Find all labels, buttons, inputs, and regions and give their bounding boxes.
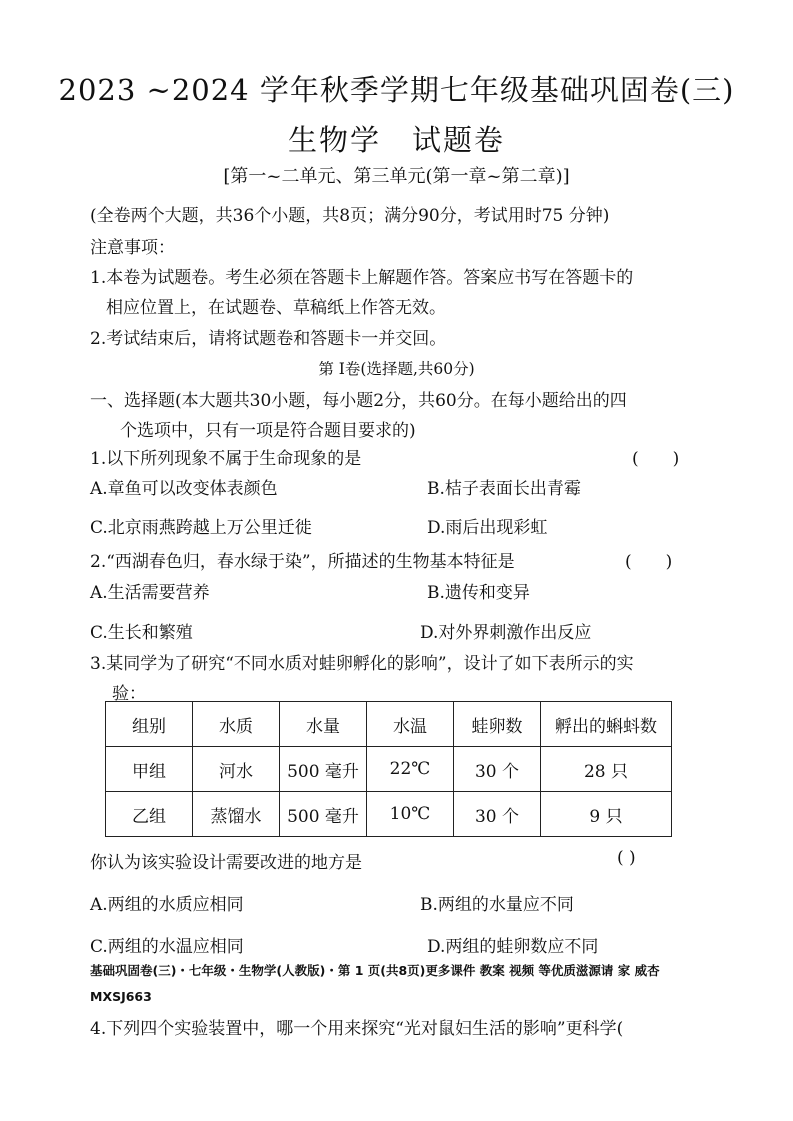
question-4-stem: 4.下列四个实验装置中，哪一个用来探究“光对鼠妇生活的影响”更科学( <box>90 1019 624 1039</box>
table-row <box>106 747 672 792</box>
section-1-line-1: 一、选择题(本大题共30小题，每小题2分，共60分。在每小题给出的四 <box>90 391 627 411</box>
question-1-answer-blank: ( ) <box>632 449 680 469</box>
table-cell: 30 个 <box>454 792 541 837</box>
table-cell: 30 个 <box>454 747 541 792</box>
exam-info: (全卷两个大题，共36个小题，共8页；满分90分，考试用时75 分钟) <box>90 206 610 226</box>
experiment-table <box>105 701 672 837</box>
table-cell: 28 只 <box>541 747 672 792</box>
question-3-option-c[interactable]: C.两组的水温应相同 <box>90 937 244 957</box>
exam-subtitle: 生物学 试题卷 <box>287 123 505 157</box>
table-header-cell: 水温 <box>367 702 454 747</box>
table-cell: 蒸馏水 <box>193 792 280 837</box>
table-cell: 乙组 <box>106 792 193 837</box>
table-cell: 9 只 <box>541 792 672 837</box>
question-3-option-a[interactable]: A.两组的水质应相同 <box>90 895 244 915</box>
table-cell: 河水 <box>193 747 280 792</box>
table-header-cell: 孵出的蝌蚪数 <box>541 702 672 747</box>
note-2: 2.考试结束后，请将试题卷和答题卡一并交回。 <box>90 329 447 349</box>
question-2-option-c[interactable]: C.生长和繁殖 <box>90 623 193 643</box>
question-3-option-d[interactable]: D.两组的蛙卵数应不同 <box>427 937 599 957</box>
question-1-option-c[interactable]: C.北京雨燕跨越上万公里迁徙 <box>90 518 312 538</box>
question-3-follow-up: 你认为该实验设计需要改进的地方是 <box>90 853 362 873</box>
question-3-option-b[interactable]: B.两组的水量应不同 <box>420 895 574 915</box>
question-1-option-b[interactable]: B.桔子表面长出青霉 <box>427 479 581 499</box>
table-header-cell: 水质 <box>193 702 280 747</box>
question-2-answer-blank: ( ) <box>625 552 673 572</box>
note-1-line-1: 1.本卷为试题卷。考生必须在答题卡上解题作答。答案应书写在答题卡的 <box>90 268 634 288</box>
note-1-line-2: 相应位置上，在试题卷、草稿纸上作答无效。 <box>106 298 446 318</box>
part-1-heading: 第 Ⅰ卷(选择题,共60分) <box>318 360 475 378</box>
question-3-stem-line-1: 3.某同学为了研究“不同水质对蛙卵孵化的影响”，设计了如下表所示的实 <box>90 654 634 674</box>
question-3-answer-blank: ( ) <box>617 848 636 868</box>
question-2-stem: 2.“西湖春色归，春水绿于染”，所描述的生物基本特征是 <box>90 552 515 572</box>
table-header-cell: 组别 <box>106 702 193 747</box>
notes-heading: 注意事项： <box>90 238 175 258</box>
table-header-cell: 水量 <box>280 702 367 747</box>
footer-code: MXSJ663 <box>90 989 152 1004</box>
table-cell: 500 毫升 <box>280 792 367 837</box>
exam-title: 2023 ~2024 学年秋季学期七年级基础巩固卷(三) <box>58 73 735 107</box>
table-cell: 22℃ <box>367 747 454 792</box>
question-2-option-d[interactable]: D.对外界刺激作出反应 <box>420 623 592 643</box>
table-cell: 甲组 <box>106 747 193 792</box>
question-2-option-a[interactable]: A.生活需要营养 <box>90 583 210 603</box>
section-1-line-2: 个选项中，只有一项是符合题目要求的) <box>120 421 416 441</box>
table-row <box>106 792 672 837</box>
question-3-stem-line-2: 验： <box>112 684 146 704</box>
table-cell: 10℃ <box>367 792 454 837</box>
page-footer: 基础巩固卷(三)・七年级・生物学(人教版)・第 1 页(共8页)更多课件 教案 视频 等优质滋源请 家 威杏 <box>90 963 660 978</box>
question-1-option-a[interactable]: A.章鱼可以改变体表颜色 <box>90 479 278 499</box>
exam-scope: [第一~二单元、第三单元(第一章~第二章)] <box>223 166 570 187</box>
table-header-row <box>106 702 672 747</box>
table-cell: 500 毫升 <box>280 747 367 792</box>
table-header-cell: 蛙卵数 <box>454 702 541 747</box>
question-1-stem: 1.以下所列现象不属于生命现象的是 <box>90 449 362 469</box>
question-1-option-d[interactable]: D.雨后出现彩虹 <box>427 518 548 538</box>
question-2-option-b[interactable]: B.遗传和变异 <box>427 583 530 603</box>
